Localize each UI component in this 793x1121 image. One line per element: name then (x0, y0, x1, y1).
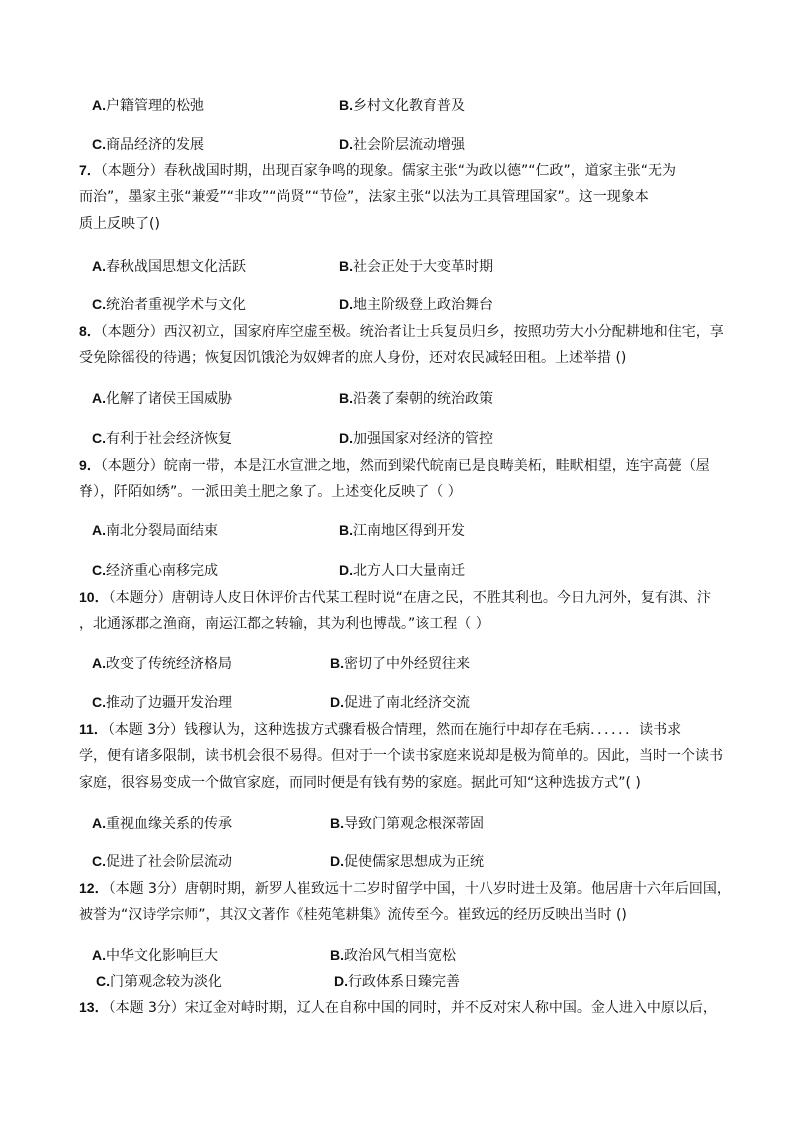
question-7-line-1: 7．（本题分）春秋战国时期，出现百家争鸣的现象。儒家主张“为政以德”“仁政”，道家主张“无为 (79, 162, 677, 179)
question-8-line-2: 受免除徭役的待遇；恢复因饥饿沦为奴婢者的庶人身份，还对农民减轻田租。上述举措 () (79, 350, 627, 366)
question-12-line-1: 12．（本题 3分）唐朝时期，新罗人崔致远十二岁时留学中国，十八岁时进士及第。他居唐十六年后回国， (79, 880, 731, 897)
option-b[interactable]: B.沿袭了秦朝的统治政策 (339, 390, 493, 407)
option-b[interactable]: B.乡村文化教育普及 (339, 97, 465, 114)
option-a[interactable]: A.春秋战国思想文化活跃 (92, 258, 246, 275)
option-c[interactable]: C.推动了边疆开发治理 (92, 694, 232, 711)
question-10-line-2: ，北通涿郡之渔商，南运江都之转输，其为利也博哉。”该工程（ ） (79, 616, 490, 632)
option-d[interactable]: D.北方人口大量南迁 (339, 562, 465, 579)
question-11-line-1: 11．（本题 3分）钱穆认为，这种选拔方式骤看极合情理，然而在施行中却存在毛病．．．．．．读书求 (79, 721, 682, 738)
option-d[interactable]: D.行政体系日臻完善 (334, 973, 460, 990)
option-a[interactable]: A.改变了传统经济格局 (92, 655, 232, 672)
question-8-line-1: 8．（本题分）西汉初立，国家府库空虚至极。统治者让士兵复员归乡，按照功劳大小分配耕地和住宅，享 (79, 323, 724, 340)
option-a[interactable]: A.户籍管理的松弛 (92, 97, 204, 114)
option-c[interactable]: C.门第观念较为淡化 (96, 973, 222, 990)
option-d[interactable]: D.社会阶层流动增强 (339, 136, 465, 153)
question-11-line-3: 家庭，很容易变成一个做官家庭，而同时便是有钱有势的家庭。据此可知“这种选拔方式”( ) (79, 775, 641, 791)
option-d[interactable]: D.促进了南北经济交流 (330, 694, 470, 711)
option-c[interactable]: C.经济重心南移完成 (92, 562, 218, 579)
option-b[interactable]: B.江南地区得到开发 (339, 522, 465, 539)
option-d[interactable]: D.地主阶级登上政治舞台 (339, 296, 493, 313)
option-a[interactable]: A.中华文化影响巨大 (92, 947, 218, 964)
option-b[interactable]: B.政治风气相当宽松 (330, 947, 456, 964)
option-a[interactable]: A.重视血缘关系的传承 (92, 815, 232, 832)
option-b[interactable]: B.密切了中外经贸往来 (330, 655, 470, 672)
option-a[interactable]: A.南北分裂局面结束 (92, 522, 218, 539)
question-10-line-1: 10．（本题分）唐朝诗人皮日休评价古代某工程时说“在唐之民，不胜其利也。今日九河外，复有淇、汴 (79, 589, 711, 606)
question-13-line-1: 13．（本题 3分）宋辽金对峙时期，辽人在自称中国的同时，并不反对宋人称中国。金人进入中原以后， (79, 999, 717, 1016)
question-7-line-3: 质上反映了() (79, 216, 160, 232)
option-d[interactable]: D.加强国家对经济的管控 (339, 430, 493, 447)
question-7-line-2: 而治”，墨家主张“兼爱”“非攻”“尚贤”“节俭”，法家主张“以法为工具管理国家”。这一现象本 (79, 189, 649, 205)
option-c[interactable]: C.商品经济的发展 (92, 136, 204, 153)
option-d[interactable]: D.促使儒家思想成为正统 (330, 853, 484, 870)
question-9-line-1: 9．（本题分）皖南一带，本是江水宣泄之地，然而到梁代皖南已是良畴美柘，畦畎相望，连宇高甍（屋 (79, 457, 710, 474)
option-a[interactable]: A.化解了诸侯王国威胁 (92, 390, 232, 407)
option-b[interactable]: B.社会正处于大变革时期 (339, 258, 493, 275)
option-c[interactable]: C.有利于社会经济恢复 (92, 430, 232, 447)
option-c[interactable]: C.统治者重视学术与文化 (92, 296, 246, 313)
question-11-line-2: 学，便有诸多限制，读书机会很不易得。但对于一个读书家庭来说却是极为简单的。因此，当时一个读书 (79, 748, 723, 764)
option-c[interactable]: C.促进了社会阶层流动 (92, 853, 232, 870)
question-12-line-2: 被誉为“汉诗学宗师”，其汉文著作《桂苑笔耕集》流传至今。崔致远的经历反映出当时 () (79, 907, 627, 923)
option-b[interactable]: B.导致门第观念根深蒂固 (330, 815, 484, 832)
question-9-line-2: 脊），阡陌如绣”。一派田美土肥之象了。上述变化反映了（ ） (79, 484, 462, 500)
